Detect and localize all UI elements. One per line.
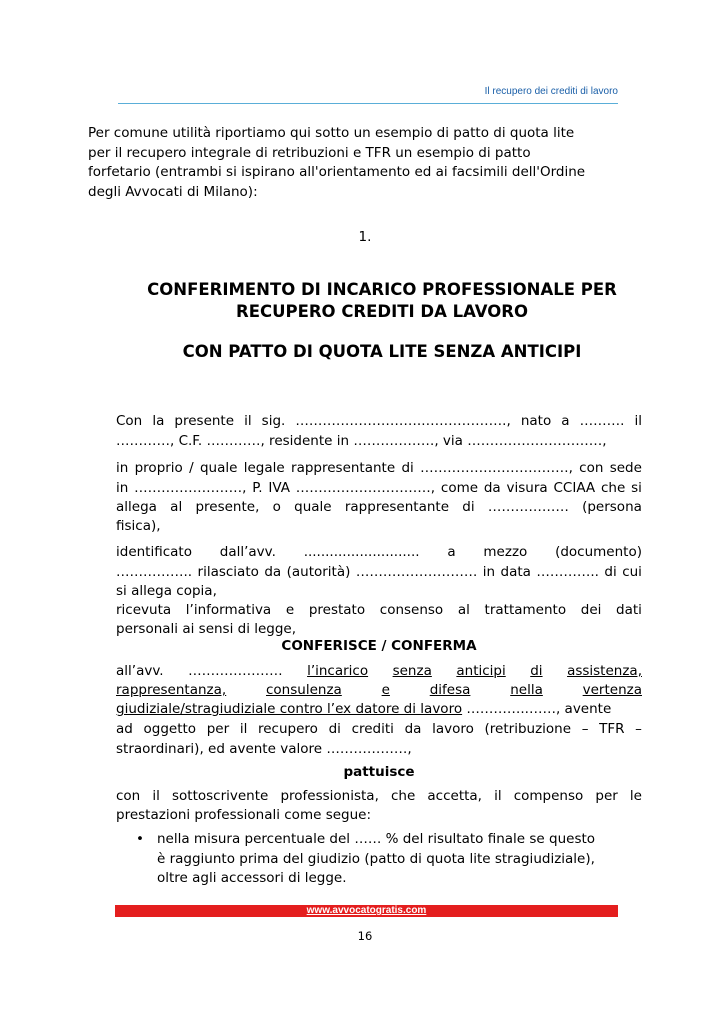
word: con: [579, 460, 604, 476]
word: da: [404, 721, 422, 737]
heading-pattuisce: pattuisce: [343, 764, 415, 780]
word: come: [440, 480, 479, 496]
word: (documento): [555, 544, 642, 560]
body-line: personali ai sensi di legge,: [116, 621, 297, 637]
word: per: [595, 788, 618, 804]
word: senza: [392, 663, 432, 679]
word: l’incarico: [307, 663, 369, 679]
word: data: [500, 564, 531, 580]
word: sig.: [261, 413, 286, 429]
word: allega: [116, 499, 157, 515]
word: ……………..: [116, 564, 193, 580]
bullet-text: [157, 830, 647, 889]
body-line: straordinari), ed avente valore ………………,: [116, 741, 412, 757]
word: ad: [116, 721, 133, 737]
word: ricevuta: [116, 602, 172, 618]
word: dall’avv.: [219, 544, 276, 560]
word: e: [285, 602, 295, 618]
word: da: [483, 480, 501, 496]
word: il: [152, 788, 160, 804]
word: anticipi: [456, 663, 506, 679]
word: rappresentanza,: [116, 682, 227, 698]
word: vertenza: [582, 682, 642, 698]
word: presente: [174, 413, 235, 429]
body-line: [116, 720, 642, 740]
header-rule: [118, 103, 618, 104]
word: di: [462, 499, 475, 515]
word: in: [482, 564, 496, 580]
bullet-line: è raggiunto prima del giudizio (patto di quota lite stragiudiziale),: [157, 850, 595, 867]
word: crediti: [351, 721, 394, 737]
word: –: [581, 721, 589, 737]
word: il: [239, 721, 248, 737]
word: all’avv.: [116, 663, 164, 679]
body-line: [116, 479, 642, 499]
word: …………..: [536, 564, 599, 580]
word: o: [272, 499, 281, 515]
word: cui: [622, 564, 642, 580]
word: assistenza,: [567, 663, 642, 679]
intro-line: degli Avvocati di Milano):: [88, 183, 258, 200]
bullet-icon: •: [136, 831, 144, 847]
word: e: [381, 682, 390, 698]
text: …………..……, avente: [462, 701, 612, 717]
word: al: [457, 602, 470, 618]
word: di: [530, 663, 543, 679]
underlined-text: giudiziale/stragiudiziale contro l’ex datore di lavoro: [116, 701, 463, 717]
word: il: [244, 413, 252, 429]
word: visura: [506, 480, 548, 496]
word: rappresentante: [344, 499, 449, 515]
word: al: [170, 499, 183, 515]
word: oggetto: [143, 721, 197, 737]
intro-line: per il recupero integrale di retribuzioni e TFR un esempio di patto: [88, 144, 531, 161]
body-line: [116, 412, 642, 432]
word: che: [390, 788, 416, 804]
word: le: [629, 788, 642, 804]
document-title-line2: RECUPERO CREDITI DA LAVORO: [236, 302, 528, 321]
body-line: [116, 681, 642, 701]
word: proprio: [134, 460, 183, 476]
word: trattamento: [484, 602, 567, 618]
word: consenso: [379, 602, 444, 618]
body-line: [116, 563, 642, 583]
word: compenso: [513, 788, 584, 804]
running-header: Il recupero dei crediti di lavoro: [484, 86, 618, 97]
body-line: [116, 700, 642, 720]
word: sottoscrivente: [171, 788, 269, 804]
page-number: 16: [357, 929, 373, 943]
word: CCIAA: [553, 480, 596, 496]
word: ……………………,: [134, 480, 247, 496]
body-line: [116, 601, 642, 621]
word: legale: [243, 460, 285, 476]
word: in: [116, 460, 129, 476]
bullet-line: oltre agli accessori di legge.: [157, 870, 347, 886]
word: di: [401, 460, 414, 476]
word: la: [152, 413, 165, 429]
body-line: [116, 787, 642, 807]
intro-line: Per comune utilità riportiamo qui sotto un esempio di patto di quota lite: [88, 125, 575, 141]
document-subtitle: CON PATTO DI QUOTA LITE SENZA ANTICIPI: [182, 342, 582, 361]
word: il: [494, 788, 502, 804]
word: –: [635, 721, 642, 737]
word: difesa: [429, 682, 471, 698]
word: dei: [580, 602, 602, 618]
word: ………………: [487, 499, 569, 515]
body-line: prestazioni professionali come segue:: [116, 807, 372, 823]
word: quale: [294, 499, 332, 515]
heading-conferisce: CONFERISCE / CONFERMA: [281, 638, 477, 654]
word: identificato: [116, 544, 192, 560]
word: Con: [116, 413, 143, 429]
bullet-line: nella misura percentuale del …… % del risultato finale se questo: [157, 831, 596, 847]
word: ………………………: [355, 564, 478, 580]
word: rappresentante: [291, 460, 396, 476]
intro-paragraph: [88, 124, 643, 202]
body-line: si allega copia,: [116, 583, 217, 599]
word: IVA: [268, 480, 290, 496]
word: ……………………………,: [420, 460, 573, 476]
word: presente,: [195, 499, 260, 515]
word: nato: [520, 413, 552, 429]
word: P.: [252, 480, 263, 496]
word: a: [447, 544, 456, 560]
footer-bar: [115, 905, 618, 917]
word: (autorità): [286, 564, 351, 580]
word: TFR: [599, 721, 625, 737]
word: accetta,: [427, 788, 482, 804]
word: nella: [510, 682, 543, 698]
website-link[interactable]: www.avvocatogratis.com: [306, 905, 427, 916]
word: si: [631, 480, 642, 496]
section-number: 1.: [358, 229, 372, 245]
word: lavoro: [432, 721, 474, 737]
word: in: [116, 480, 129, 496]
word: recupero: [257, 721, 318, 737]
word: con: [116, 788, 141, 804]
word: ...........................: [303, 544, 420, 560]
word: l’informativa: [185, 602, 272, 618]
word: dati: [616, 602, 642, 618]
word: ……………………….……………….,: [295, 413, 511, 429]
word: …………………: [188, 663, 283, 679]
word: per: [206, 721, 230, 737]
word: /: [189, 460, 194, 476]
document-title-line1: CONFERIMENTO DI INCARICO PROFESSIONALE PER: [147, 280, 617, 299]
body-line: [116, 662, 642, 682]
intro-line: forfetario (entrambi si ispirano all'orientamento ed ai facsimili dell'Ordine: [88, 164, 586, 180]
word: professionista,: [280, 788, 379, 804]
word: rilasciato: [197, 564, 259, 580]
word: di: [328, 721, 341, 737]
word: ……….: [579, 413, 625, 429]
body-line: fisica),: [116, 518, 161, 534]
word: prestato: [308, 602, 366, 618]
body-line: [116, 543, 642, 563]
body-line: [116, 459, 642, 479]
word: …………………………,: [295, 480, 436, 496]
word: il: [634, 413, 642, 429]
word: che: [600, 480, 626, 496]
word: sede: [609, 460, 642, 476]
body-line: …………, C.F. …………, residente in ………………, via …………………………,: [116, 433, 607, 449]
word: di: [604, 564, 617, 580]
word: consulenza: [266, 682, 342, 698]
word: da: [264, 564, 282, 580]
word: (retribuzione: [484, 721, 572, 737]
bullet-item: [136, 830, 644, 890]
word: quale: [199, 460, 238, 476]
word: mezzo: [483, 544, 528, 560]
word: a: [561, 413, 570, 429]
word: (persona: [582, 499, 642, 515]
body-line: [116, 498, 642, 518]
